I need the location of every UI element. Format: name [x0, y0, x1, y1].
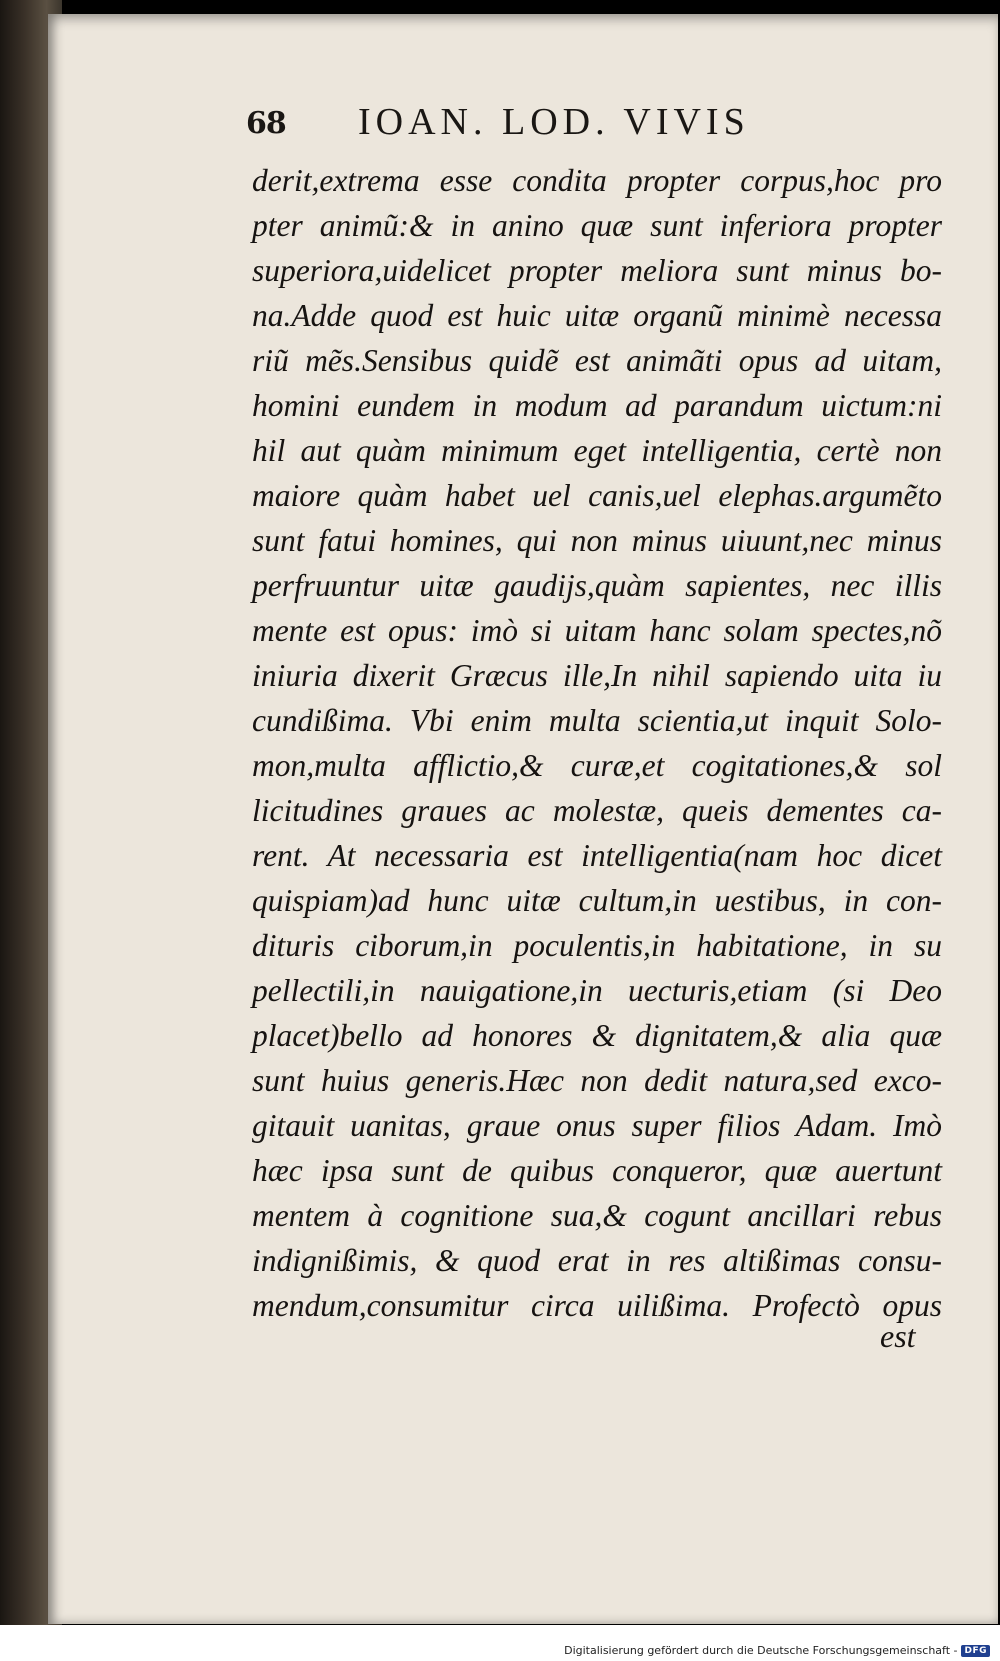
catchword: est	[880, 1318, 916, 1354]
text-line: derit,extrema esse condita propter corpus,hoc pro	[252, 163, 942, 198]
credit-text: Digitalisierung gefördert durch die Deutsche Forschungsgemeinschaft -	[564, 1644, 958, 1657]
text-line: dituris ciborum,in poculentis,in habitatione, in su	[252, 928, 942, 963]
text-line: mendum,consumitur circa uilißima. Profectò opus	[252, 1288, 942, 1323]
text-line: mentem à cognitione sua,& cogunt ancillari rebus	[252, 1198, 942, 1233]
page-number: 68	[246, 106, 286, 141]
body-text	[252, 158, 942, 1328]
text-line: mon,multa afflictio,& curæ,et cogitationes,& sol	[252, 748, 942, 783]
text-line: mente est opus: imò si uitam hanc solam spectes,nõ	[252, 613, 942, 648]
text-line: indignißimis, & quod erat in res altißimas consu-	[252, 1243, 942, 1278]
text-line: placet)bello ad honores & dignitatem,& alia quæ	[252, 1018, 942, 1053]
text-line: pter animũ:& in anino quæ sunt inferiora propter	[252, 208, 942, 243]
text-line: cundißima. Vbi enim multa scientia,ut inquit Solo-	[252, 703, 942, 738]
text-line: rent. At necessaria est intelligentia(nam hoc dicet	[252, 838, 942, 873]
text-line: hæc ipsa sunt de quibus conqueror, quæ auertunt	[252, 1153, 942, 1188]
text-line: quispiam)ad hunc uitæ cultum,in uestibus, in con-	[252, 883, 942, 918]
text-line: iniuria dixerit Græcus ille,In nihil sapiendo uita iu	[252, 658, 942, 693]
dfg-logo-icon: DFG	[961, 1645, 990, 1657]
text-line: licitudines graues ac molestæ, queis dementes ca-	[252, 793, 942, 828]
running-head	[246, 100, 846, 150]
text-line: pellectili,in nauigatione,in uecturis,etiam (si Deo	[252, 973, 942, 1008]
digitization-credit	[564, 1644, 990, 1657]
text-line: gitauit uanitas, graue onus super filios Adam. Imò	[252, 1108, 942, 1143]
text-line: riũ mẽs.Sensibus quidẽ est animãti opus ad uitam,	[252, 343, 942, 378]
text-line: sunt huius generis.Hæc non dedit natura,sed exco-	[252, 1063, 942, 1098]
text-line: superiora,uidelicet propter meliora sunt minus bo-	[252, 253, 942, 288]
text-line: hil aut quàm minimum eget intelligentia, certè non	[252, 433, 942, 468]
text-line: sunt fatui homines, qui non minus uiuunt,nec minus	[252, 523, 942, 558]
text-line: perfruuntur uitæ gaudijs,quàm sapientes, nec illis	[252, 568, 942, 603]
text-line: na.Adde quod est huic uitæ organũ minimè necessa	[252, 298, 942, 333]
text-line: maiore quàm habet uel canis,uel elephas.argumẽto	[252, 478, 942, 513]
text-line: homini eundem in modum ad parandum uictum:ni	[252, 388, 942, 423]
running-title: IOAN. LOD. VIVIS	[358, 101, 750, 143]
